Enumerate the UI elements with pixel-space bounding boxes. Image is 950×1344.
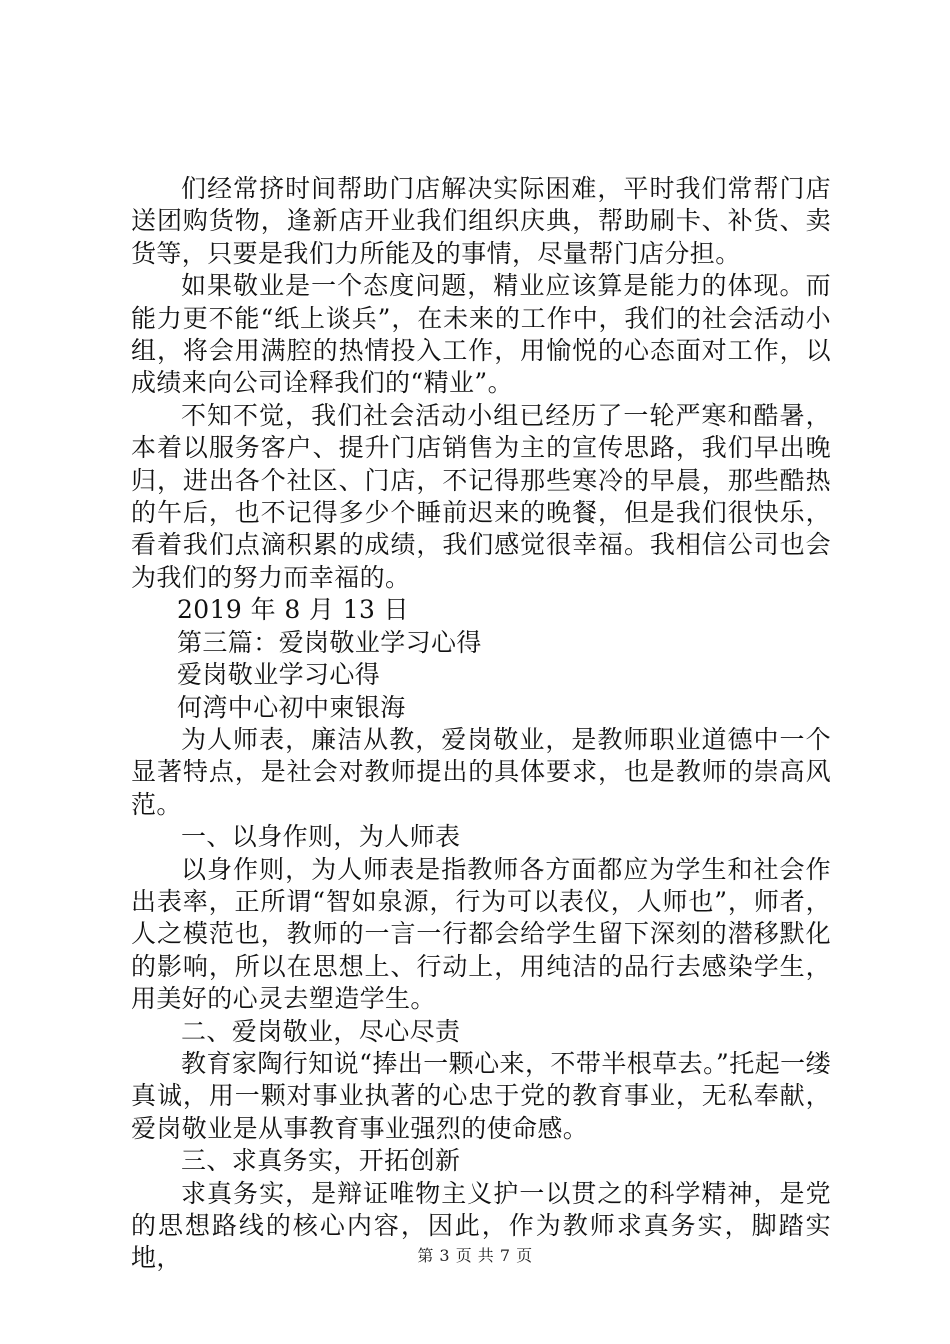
page-number: 第 3 页 共 7 页 bbox=[417, 1246, 533, 1265]
paragraph: 求真务实，是辩证唯物主义护一以贯之的科学精神，是党的思想路线的核心内容，因此，作为教师求真务实，脚踏实地， bbox=[131, 1178, 831, 1273]
section-heading: 一、以身作则，为人师表 bbox=[181, 822, 461, 852]
paragraph: 以身作则，为人师表是指教师各方面都应为学生和社会作出表率，正所谓“智如泉源，行为可以表仪，人师也”，师者，人之模范也，教师的一言一行都会给学生留下深刻的潜移默化的影响，所以在思想上、行动上，用纯洁的品行去感染学生，用美好的心灵去塑造学生。 bbox=[131, 854, 831, 1014]
chapter-title: 第三篇：爱岗敬业学习心得 bbox=[177, 627, 482, 657]
section-heading: 三、求真务实，开拓创新 bbox=[181, 1146, 461, 1176]
paragraph: 们经常挤时间帮助门店解决实际困难，平时我们常帮门店送团购货物，逢新店开业我们组织庆典，帮助刷卡、补货、卖货等，只要是我们力所能及的事情，尽量帮门店分担。 bbox=[131, 174, 831, 268]
paragraph: 为人师表，廉洁从教，爱岗敬业，是教师职业道德中一个显著特点，是社会对教师提出的具体要求，也是教师的崇高风范。 bbox=[131, 724, 831, 819]
document-body bbox=[131, 173, 831, 1275]
article-title: 爱岗敬业学习心得 bbox=[177, 660, 381, 690]
paragraph: 不知不觉，我们社会活动小组已经历了一轮严寒和酷暑，本着以服务客户、提升门店销售为主的宣传思路，我们早出晚归，进出各个社区、门店，不记得那些寒冷的早晨，那些酷热的午后，也不记得多少个睡前迟来的晚餐，但是我们很快乐，看着我们点滴积累的成绩，我们感觉很幸福。我相信公司也会为我们的努力而幸福的。 bbox=[131, 400, 831, 592]
date-line: 2019 年 8 月 13 日 bbox=[177, 595, 410, 625]
author-line: 何湾中心初中柬银海 bbox=[177, 692, 406, 722]
section-heading: 二、爱岗敬业，尽心尽责 bbox=[181, 1016, 461, 1046]
paragraph: 教育家陶行知说“捧出一颗心来，不带半根草去。”托起一缕真诚，用一颗对事业执著的心忠于党的教育事业，无私奉献，爱岗敬业是从事教育事业强烈的使命感。 bbox=[131, 1048, 831, 1143]
paragraph: 如果敬业是一个态度问题，精业应该算是能力的体现。而能力更不能“纸上谈兵”，在未来的工作中，我们的社会活动小组，将会用满腔的热情投入工作，用愉悦的心态面对工作，以成绩来向公司诠释我们的“精业”。 bbox=[131, 271, 831, 398]
